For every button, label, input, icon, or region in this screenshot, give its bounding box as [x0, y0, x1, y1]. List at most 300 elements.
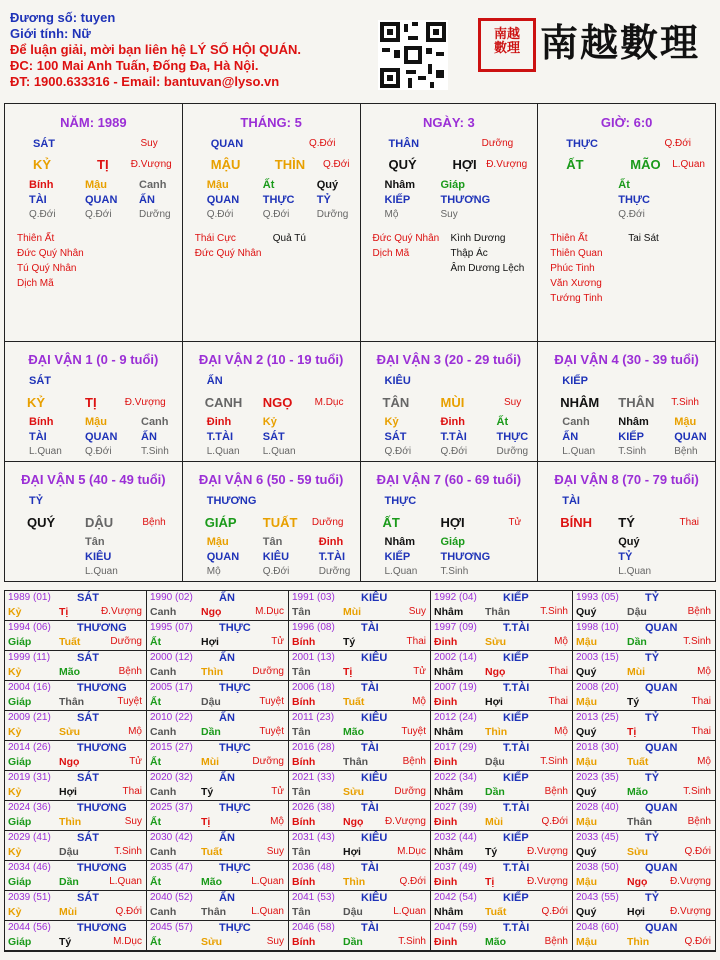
year-label: 2014 (26) [8, 742, 51, 753]
hidden-state: Q.Đới [262, 209, 290, 220]
year-cell [573, 651, 715, 681]
year-ten-god: ẤN [219, 652, 235, 664]
pillar-stem: ẤT [566, 157, 584, 172]
year-ten-god: TỶ [645, 772, 660, 784]
year-stem: Ất [150, 876, 162, 888]
hidden-state: L.Quan [29, 446, 62, 457]
year-state: Đ.Vượng [669, 906, 711, 917]
year-stem: Bính [292, 696, 316, 708]
dai-van-state: Tử [508, 517, 522, 528]
hidden-stem: Ất [262, 179, 275, 191]
year-cell [147, 591, 289, 621]
hidden-stem: Mậu [206, 179, 229, 191]
note-item: Thiên Ất [550, 233, 588, 244]
year-cell [5, 741, 147, 771]
year-state: Tử [271, 786, 284, 797]
hidden-ten-god: KIÊU [85, 551, 112, 563]
year-label: 1997 (09) [434, 622, 477, 633]
pillar-1 [183, 104, 361, 341]
dai-van-1 [5, 342, 183, 461]
dai-van-title: ĐẠI VẬN 1 (0 - 9 tuổi) [28, 352, 159, 367]
year-label: 1989 (01) [8, 592, 51, 603]
year-branch: Mão [343, 726, 364, 738]
year-branch: Dần [59, 876, 79, 888]
hidden-state: L.Quan [618, 566, 652, 577]
year-cell [147, 651, 289, 681]
dai-van-ten-god: THỰC [384, 495, 417, 507]
year-state: Dưỡng [110, 636, 142, 647]
year-ten-god: KIÊU [361, 892, 388, 904]
year-state: Đ.Vượng [526, 876, 568, 887]
year-stem: Đinh [434, 876, 458, 888]
year-stem: Tân [292, 606, 311, 618]
year-branch: Ngọ [627, 876, 648, 888]
year-label: 2025 (37) [150, 802, 193, 813]
pillar-title: THÁNG: 5 [240, 115, 302, 130]
dai-van-title: ĐẠI VẬN 5 (40 - 49 tuổi) [21, 472, 166, 487]
dai-van-ten-god: THƯƠNG [206, 495, 257, 507]
year-label: 2015 (27) [150, 742, 193, 753]
hidden-stem: Đinh [206, 416, 232, 428]
year-stem: Nhâm [434, 786, 464, 798]
year-ten-god: KIÊU [361, 652, 388, 664]
year-cell [5, 861, 147, 891]
year-ten-god: KIÊU [361, 592, 388, 604]
year-branch: Tuất [59, 636, 81, 648]
year-branch: Tuất [485, 906, 507, 918]
dai-van-state: T.Sinh [671, 397, 699, 408]
year-stem: Giáp [8, 876, 32, 888]
year-branch: Dần [485, 786, 505, 798]
notes-left [373, 231, 440, 261]
note-item: Tướng Tinh [550, 293, 603, 304]
hidden-stem: Canh [562, 416, 590, 428]
year-state: Suy [266, 846, 284, 857]
year-label: 2003 (15) [576, 652, 619, 663]
year-stem: Bính [292, 636, 316, 648]
dai-van-branch: MÙI [440, 395, 465, 410]
pillar-3 [538, 104, 715, 341]
year-ten-god: T.TÀI [503, 682, 530, 694]
dai-van-4 [538, 342, 715, 461]
year-branch: Hợi [201, 636, 219, 648]
year-stem: Tân [292, 666, 311, 678]
year-label: 1993 (05) [576, 592, 619, 603]
pillar-ten-god: THÂN [388, 138, 420, 150]
year-state: Q.Đới [541, 906, 568, 917]
dai-van-stem: BÍNH [560, 515, 593, 530]
year-cell [147, 831, 289, 861]
note-item: Thái Cực [194, 233, 236, 244]
year-label: 2043 (55) [576, 892, 619, 903]
year-ten-god: KIẾP [503, 592, 529, 604]
year-stem: Mậu [576, 876, 597, 888]
pillar-2 [361, 104, 539, 341]
year-branch: Thìn [59, 816, 82, 828]
year-ten-god: THƯƠNG [77, 922, 127, 934]
year-state: T.Sinh [683, 786, 711, 797]
year-stem: Kỷ [8, 846, 22, 858]
year-stem: Canh [150, 726, 177, 738]
year-label: 2026 (38) [292, 802, 335, 813]
year-cell [289, 621, 431, 651]
year-label: 2001 (13) [292, 652, 335, 663]
year-state: Suy [266, 936, 284, 947]
dai-van-branch: NGỌ [262, 395, 293, 410]
year-branch: Mão [201, 876, 222, 888]
year-cell [431, 621, 573, 651]
year-cell [289, 861, 431, 891]
year-label: 2040 (52) [150, 892, 193, 903]
year-branch: Mão [59, 666, 80, 678]
year-label: 2031 (43) [292, 832, 335, 843]
dai-van-stem: GIÁP [204, 515, 237, 530]
year-branch: Tị [627, 726, 637, 738]
year-branch: Tuất [201, 846, 223, 858]
pillar-top-state: Q.Đới [664, 138, 691, 149]
year-cell [431, 651, 573, 681]
notes-right [273, 231, 306, 246]
pillar-ten-god: SÁT [33, 138, 55, 150]
note-item: Đức Quý Nhân [194, 248, 262, 259]
year-ten-god: THỰC [219, 622, 251, 634]
year-label: 2019 (31) [8, 772, 51, 783]
hidden-state: Bệnh [674, 446, 698, 457]
year-ten-god: QUAN [645, 682, 678, 694]
year-cell [431, 711, 573, 741]
year-branch: Dần [201, 726, 221, 738]
logo-text: 南越數理 [540, 20, 701, 65]
year-state: Thai [691, 726, 711, 737]
dai-van-ten-god: ẤN [206, 375, 223, 387]
year-label: 2000 (12) [150, 652, 193, 663]
address-line: ĐC: 100 Mai Anh Tuấn, Đống Đa, Hà Nội. [10, 58, 259, 73]
year-ten-god: KIẾP [503, 892, 529, 904]
pillar-state: Đ.Vượng [486, 159, 528, 170]
dai-van-stem: CANH [204, 395, 243, 410]
year-state: Đ.Vượng [669, 876, 711, 887]
hidden-ten-god: THƯƠNG [440, 194, 491, 206]
year-state: Bệnh [687, 606, 711, 617]
year-state: Bệnh [402, 756, 426, 767]
year-cell [573, 591, 715, 621]
year-stem: Mậu [576, 636, 597, 648]
dai-van-5 [5, 462, 183, 582]
notes-right [451, 231, 525, 276]
hidden-ten-god: QUAN [206, 551, 240, 563]
year-branch: Mùi [627, 666, 646, 678]
year-stem: Đinh [434, 816, 458, 828]
year-branch: Dậu [343, 906, 363, 918]
dai-van-stem: NHÂM [560, 395, 600, 410]
year-stem: Bính [292, 816, 316, 828]
year-branch: Tý [485, 846, 498, 858]
note-item: Quả Tú [272, 233, 306, 244]
year-label: 2023 (35) [576, 772, 619, 783]
year-branch: Thân [59, 696, 85, 708]
hidden-stem: Tân [262, 536, 283, 548]
hidden-stem: Nhâm [384, 536, 416, 548]
year-branch: Mùi [59, 906, 78, 918]
year-ten-god: THƯƠNG [77, 682, 127, 694]
year-stem: Ất [150, 756, 162, 768]
year-branch: Hợi [485, 696, 503, 708]
hidden-stem: Ất [496, 416, 509, 428]
year-ten-god: SÁT [77, 652, 99, 664]
year-state: Thai [406, 636, 426, 647]
dai-van-state: Đ.Vượng [124, 397, 166, 408]
dai-van-branch: TỊ [85, 395, 97, 410]
hidden-stem: Tân [85, 536, 105, 548]
note-item: Dịch Mã [17, 278, 54, 289]
hidden-state: L.Quan [206, 446, 240, 457]
year-stem: Kỷ [8, 606, 22, 618]
year-stem: Bính [292, 876, 316, 888]
year-stem: Nhâm [434, 846, 464, 858]
pillar-top-state: Q.Đới [308, 138, 336, 149]
year-stem: Ất [150, 816, 162, 828]
pillar-stem: KỶ [33, 157, 52, 172]
year-stem: Ất [150, 696, 162, 708]
year-branch: Thân [343, 756, 369, 768]
year-state: L.Quan [251, 876, 284, 887]
year-branch: Thân [485, 606, 511, 618]
year-stem: Kỷ [8, 666, 22, 678]
hidden-ten-god: QUAN [85, 431, 118, 443]
hidden-ten-god: THỰC [618, 194, 650, 206]
year-stem: Kỷ [8, 726, 22, 738]
year-state: Dưỡng [252, 756, 284, 767]
hidden-ten-god: T.TÀI [318, 551, 346, 563]
year-ten-god: THỰC [219, 922, 251, 934]
year-ten-god: SÁT [77, 712, 99, 724]
year-state: Mộ [270, 816, 284, 827]
year-ten-god: QUAN [645, 862, 678, 874]
year-branch: Tý [59, 936, 72, 948]
year-ten-god: QUAN [645, 922, 678, 934]
hidden-stem: Quý [316, 179, 339, 191]
note-item: Đức Quý Nhân [372, 233, 440, 244]
year-branch: Tị [59, 606, 69, 618]
note-item: Âm Dương Lệch [450, 263, 525, 274]
year-state: Thai [548, 696, 568, 707]
year-cell [573, 621, 715, 651]
year-ten-god: TÀI [361, 802, 379, 814]
year-ten-god: ẤN [219, 892, 235, 904]
qr-code-icon [378, 20, 448, 90]
hidden-stem: Canh [139, 179, 167, 191]
year-state: Mộ [412, 696, 426, 707]
year-stem: Kỷ [8, 786, 22, 798]
year-state: Suy [408, 606, 426, 617]
note-item: Kình Dương [450, 233, 506, 244]
year-stem: Mậu [576, 816, 597, 828]
year-cell [289, 711, 431, 741]
hidden-state: Q.Đới [262, 566, 290, 577]
year-stem: Bính [292, 756, 316, 768]
year-state: Tử [413, 666, 426, 677]
year-stem: Nhâm [434, 606, 464, 618]
note-item: Dịch Mã [372, 248, 410, 259]
dai-van-row [5, 462, 715, 582]
year-label: 2041 (53) [292, 892, 335, 903]
hidden-state: Mộ [384, 209, 399, 220]
year-branch: Tý [627, 696, 640, 708]
hidden-stem: Kỷ [262, 416, 277, 428]
year-ten-god: TÀI [361, 682, 379, 694]
year-branch: Dậu [201, 696, 221, 708]
pillar-title: GIỜ: 6:0 [600, 115, 653, 130]
hidden-state: L.Quan [262, 446, 296, 457]
hidden-ten-god: THỰC [496, 431, 529, 443]
year-label: 2038 (50) [576, 862, 619, 873]
year-stem: Đinh [434, 756, 458, 768]
year-branch: Dậu [59, 846, 79, 858]
year-stem: Canh [150, 786, 177, 798]
year-label: 2036 (48) [292, 862, 335, 873]
hidden-stem: Mậu [85, 416, 107, 428]
year-branch: Sửu [59, 726, 81, 738]
year-ten-god: QUAN [645, 622, 678, 634]
hidden-stem: Nhâm [384, 179, 416, 191]
dai-van-state: M.Dục [314, 397, 344, 408]
year-cell [573, 921, 715, 951]
year-label: 2032 (44) [434, 832, 477, 843]
year-label: 2016 (28) [292, 742, 335, 753]
dai-van-stem: TÂN [382, 395, 410, 410]
year-state: L.Quan [109, 876, 142, 887]
year-state: Mộ [554, 636, 568, 647]
year-branch: Thìn [485, 726, 508, 738]
dai-van-branch: THÂN [618, 395, 655, 410]
hidden-stem: Nhâm [618, 416, 649, 428]
year-state: Bệnh [118, 666, 142, 677]
year-stem: Đinh [434, 936, 458, 948]
hidden-state: Dưỡng [496, 446, 529, 457]
year-ten-god: TỶ [645, 892, 660, 904]
year-label: 2009 (21) [8, 712, 51, 723]
hidden-stem: Mậu [674, 416, 697, 428]
year-stem: Bính [292, 936, 316, 948]
year-cell [431, 921, 573, 951]
year-ten-god: T.TÀI [503, 622, 530, 634]
year-ten-god: KIẾP [503, 772, 529, 784]
year-cell [5, 831, 147, 861]
year-state: T.Sinh [114, 846, 142, 857]
year-state: M.Dục [255, 606, 284, 617]
year-ten-god: TÀI [361, 622, 379, 634]
year-branch: Mão [485, 936, 506, 948]
notes-left [550, 231, 602, 306]
hidden-stem: Đinh [440, 416, 465, 428]
hidden-ten-god: TỶ [316, 194, 331, 206]
year-ten-god: KIẾP [503, 712, 529, 724]
year-cell [573, 771, 715, 801]
year-ten-god: TÀI [361, 742, 379, 754]
hidden-ten-god: SÁT [384, 431, 407, 443]
year-state: Suy [124, 816, 142, 827]
year-state: Bệnh [544, 786, 568, 797]
year-stem: Quý [576, 906, 597, 918]
dai-van-3 [361, 342, 539, 461]
dai-van-title: ĐẠI VẬN 6 (50 - 59 tuổi) [198, 472, 344, 487]
year-stem: Tân [292, 906, 311, 918]
year-stem: Ất [150, 936, 162, 948]
hidden-ten-god: THỰC [262, 194, 295, 206]
year-state: T.Sinh [398, 936, 426, 947]
year-stem: Nhâm [434, 906, 464, 918]
year-ten-god: THỰC [219, 862, 251, 874]
year-label: 2018 (30) [576, 742, 619, 753]
note-item: Phúc Tinh [550, 263, 595, 274]
year-label: 2034 (46) [8, 862, 51, 873]
year-label: 2002 (14) [434, 652, 477, 663]
year-branch: Tý [343, 636, 356, 648]
year-label: 2011 (23) [292, 712, 335, 723]
dai-van-ten-god: SÁT [29, 375, 51, 387]
year-cell [573, 891, 715, 921]
hidden-state: Mộ [206, 566, 221, 577]
year-ten-god: QUAN [645, 802, 678, 814]
year-branch: Dần [343, 936, 363, 948]
year-branch: Hợi [343, 846, 361, 858]
year-ten-god: T.TÀI [503, 742, 530, 754]
pillar-branch: HỢI [452, 157, 477, 172]
year-label: 2017 (29) [434, 742, 477, 753]
dai-van-title: ĐẠI VẬN 3 (20 - 29 tuổi) [376, 352, 522, 367]
year-branch: Thìn [343, 876, 366, 888]
pillar-state: Đ.Vượng [130, 159, 172, 170]
year-state: Dưỡng [394, 786, 426, 797]
hidden-ten-god: SÁT [262, 431, 285, 443]
dai-van-8 [538, 462, 715, 582]
year-ten-god: KIẾP [503, 832, 529, 844]
year-stem: Nhâm [434, 726, 464, 738]
pillar-branch: THÌN [274, 157, 306, 172]
hidden-stem: Đinh [318, 536, 344, 548]
note-item: Tai Sát [628, 233, 659, 244]
year-state: T.Sinh [540, 606, 568, 617]
hidden-ten-god: KIẾP [618, 431, 644, 443]
hidden-state: Dưỡng [318, 566, 351, 577]
dai-van-row [5, 342, 715, 462]
dai-van-stem: ẤT [382, 515, 400, 530]
year-label: 1991 (03) [292, 592, 335, 603]
year-label: 2007 (19) [434, 682, 477, 693]
year-ten-god: ẤN [219, 592, 235, 604]
year-branch: Ngọ [59, 756, 80, 768]
year-label: 1994 (06) [8, 622, 51, 633]
year-cell [147, 741, 289, 771]
year-cell [431, 861, 573, 891]
year-state: Thai [122, 786, 142, 797]
notes-left [17, 231, 84, 291]
year-branch: Tị [485, 876, 495, 888]
year-cell [289, 681, 431, 711]
note-item: Thiên Ất [17, 233, 55, 244]
hidden-ten-god: TÀI [29, 431, 47, 443]
year-ten-god: THƯƠNG [77, 622, 127, 634]
header-info [10, 10, 360, 90]
year-branch: Dần [627, 636, 647, 648]
year-label: 2028 (40) [576, 802, 619, 813]
year-branch: Tuất [343, 696, 365, 708]
year-branch: Ngọ [485, 666, 506, 678]
year-state: M.Dục [397, 846, 426, 857]
hidden-ten-god: QUAN [85, 194, 118, 206]
hidden-stem: Mậu [85, 179, 107, 191]
year-branch: Thìn [201, 666, 224, 678]
